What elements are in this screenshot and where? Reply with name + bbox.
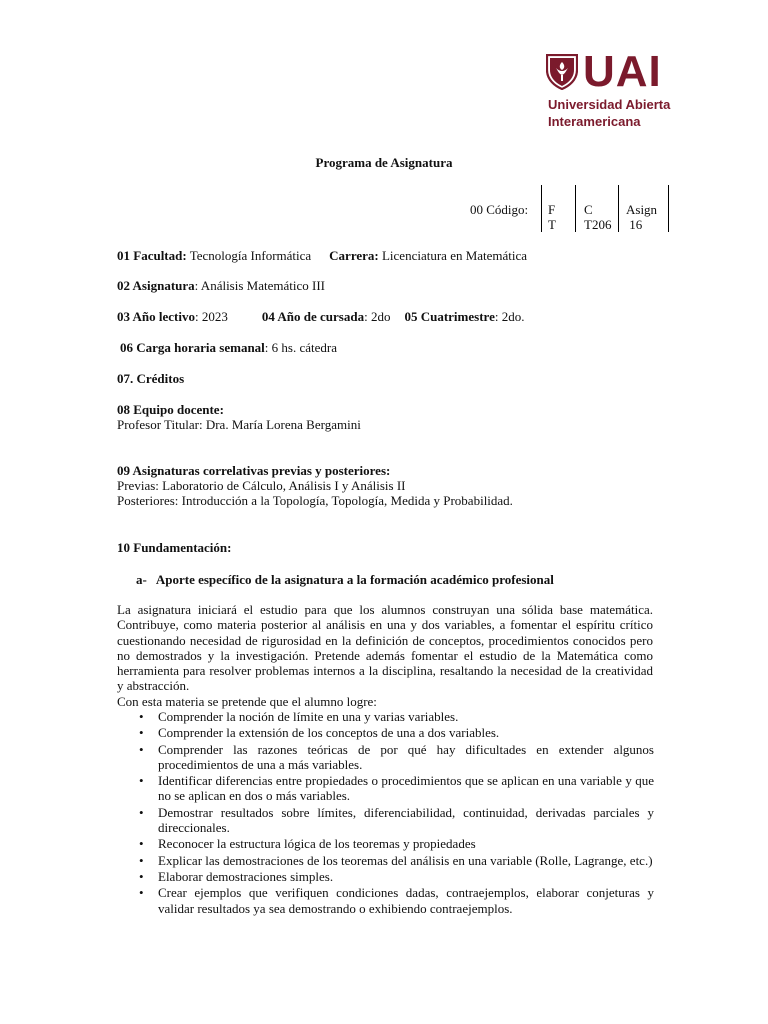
logo-acronym: UAI (583, 47, 662, 96)
year-value: : 2023 (195, 309, 228, 324)
bullet-icon: • (139, 885, 144, 901)
hours-line (120, 340, 337, 355)
hours-value: : 6 hs. cátedra (264, 340, 337, 355)
list-item (117, 773, 654, 804)
code-col3-a: Asign (626, 202, 658, 217)
logo-name-line-1: Universidad Abierta (548, 97, 671, 112)
list-item-text: Comprender la extensión de los conceptos de una a dos variables. (158, 725, 500, 741)
list-item (117, 725, 654, 740)
code-col3-b: 16 (626, 217, 643, 232)
list-item-text: Explicar las demostraciones de los teoremas del análisis en una variable (Rolle, Lagrange, etc.) (158, 852, 653, 868)
list-item (117, 805, 654, 836)
list-item (117, 836, 654, 851)
list-item (117, 742, 654, 773)
correlatives-heading: 09 Asignaturas correlativas previas y posteriores: (117, 463, 391, 478)
course-year-value: : 2do (364, 309, 391, 324)
bullet-icon: • (139, 709, 144, 724)
code-label: 00 Código: (470, 202, 529, 217)
bullet-icon: • (139, 725, 144, 741)
logo-name-line-2: Interamericana (548, 114, 641, 129)
correlatives-post: Posteriores: Introducción a la Topología, Topología, Medida y Probabilidad. (117, 493, 513, 508)
subject-label: 02 Asignatura (117, 278, 195, 293)
bullet-icon: • (139, 773, 144, 789)
career-label: Carrera: (329, 248, 379, 263)
course-year-label: 04 Año de cursada (261, 309, 365, 324)
code-divider (668, 185, 669, 232)
list-item-text: Elaborar demostraciones simples. (158, 868, 334, 884)
list-item-text: Identificar diferencias entre propiedades o procedimientos que se aplican en una variable y que no se aplican en dos o más variables. (158, 773, 654, 804)
team-value: Profesor Titular: Dra. María Lorena Bergamini (117, 417, 361, 432)
credits-heading: 07. Créditos (117, 371, 185, 386)
year-label: 03 Año lectivo (117, 309, 195, 324)
list-item (117, 869, 654, 884)
code-divider (618, 185, 619, 232)
objectives-intro: Con esta materia se pretende que el alumno logre: (117, 694, 377, 709)
code-col1-a: F (548, 202, 556, 217)
faculty-value: Tecnología Informática (186, 248, 312, 263)
faculty-label: 01 Facultad: (117, 248, 187, 263)
career-value: Licenciatura en Matemática (378, 248, 528, 263)
bullet-icon: • (139, 852, 144, 868)
code-col1-b: T (548, 217, 556, 232)
objectives-list (117, 709, 654, 917)
foundation-heading: 10 Fundamentación: (117, 540, 232, 555)
university-logo (546, 47, 681, 130)
bullet-icon: • (139, 741, 144, 757)
code-divider (541, 185, 542, 232)
list-item-text: Crear ejemplos que verifiquen condiciones dadas, contraejemplos, elaborar conjeturas y validar resultados ya sea demostrando o exhibiendo contraejemplos. (158, 885, 654, 916)
term-value: : 2do. (494, 309, 525, 324)
list-item-text: Reconocer la estructura lógica de los teoremas y propiedades (158, 836, 476, 852)
page-title: Programa de Asignatura (315, 155, 453, 170)
subject-value: : Análisis Matemático III (194, 278, 325, 293)
foundation-subheading: a- Aporte específico de la asignatura a la formación académico profesional (136, 572, 554, 587)
list-item (117, 853, 654, 868)
bullet-icon: • (139, 804, 144, 820)
shield-icon (546, 54, 578, 90)
code-col2-a: C (584, 202, 593, 217)
foundation-paragraph: La asignatura iniciará el estudio para que los alumnos construyan una sólida base matemática. Contribuye, como materia posterior al análisis en una y dos variables, a fomentar el espíritu crítico cuestionando necesidad de rigurosidad en la definición de conceptos, procedimientos conocidos pero no demostrados y la investigación. Pretende además fomentar el estudio de la Matemática como herramienta para resolver problemas internos a la disciplina, resaltando la necesidad de la creatividad y abstracción. (117, 602, 653, 694)
team-heading: 08 Equipo docente: (117, 402, 224, 417)
list-item-text: Demostrar resultados sobre límites, diferenciabilidad, continuidad, derivadas parciales y direccionales. (158, 804, 654, 836)
list-item (117, 885, 654, 916)
year-line (117, 309, 524, 324)
hours-label: 06 Carga horaria semanal (120, 340, 265, 355)
bullet-icon: • (139, 836, 144, 852)
list-item (117, 709, 654, 724)
subject-line (117, 278, 325, 293)
code-divider (575, 185, 576, 232)
list-item-text: Comprender las razones teóricas de por qué hay dificultades en extender algunos procedimientos de una a más variables. (158, 741, 654, 772)
code-col2-b: T206 (584, 217, 612, 232)
correlatives-prev: Previas: Laboratorio de Cálculo, Análisis I y Análisis II (117, 478, 406, 493)
list-item-text: Comprender la noción de límite en una y varias variables. (158, 709, 459, 724)
faculty-line (117, 248, 527, 263)
term-label: 05 Cuatrimestre (404, 309, 495, 324)
bullet-icon: • (139, 868, 144, 884)
